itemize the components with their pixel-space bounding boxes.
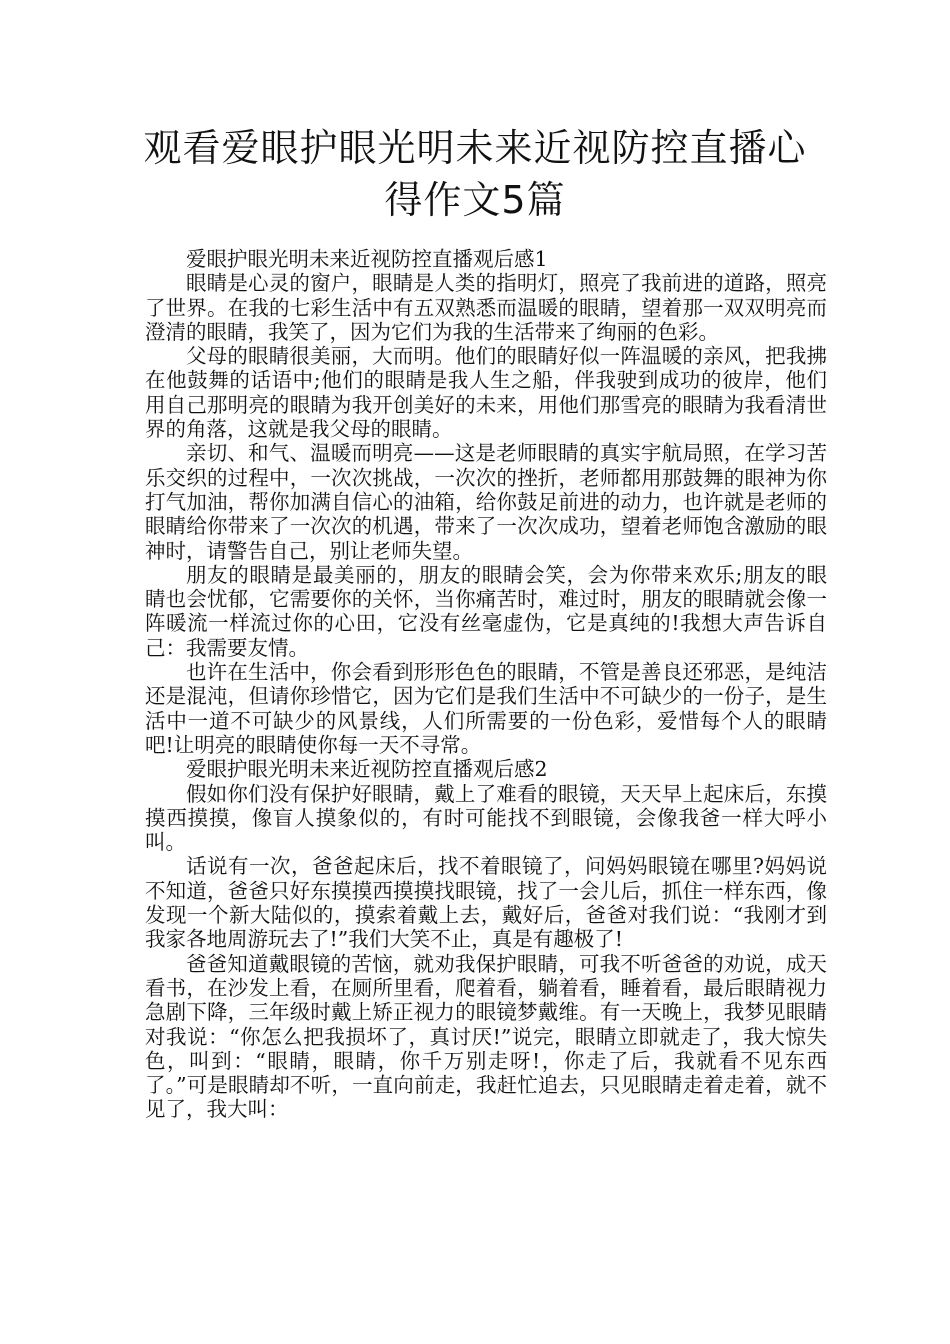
paragraph: 父母的眼睛很美丽，大而明。他们的眼睛好似一阵温暖的亲风，把我拂在他鼓舞的话语中;他们的眼睛是我人生之船，伴我驶到成功的彼岸，他们用自己那明亮的眼睛为我开创美好的未来，用他们那雪亮的眼睛为我看清世界的角落，这就是我父母的眼睛。: [145, 344, 827, 442]
paragraph: 亲切、和气、温暖而明亮——这是老师眼睛的真实宇航局照，在学习苦乐交织的过程中，一次次挑战，一次次的挫折，老师都用那鼓舞的眼神为你打气加油，帮你加满自信心的油箱，给你鼓足前进的动力，也许就是老师的眼睛给你带来了一次次的机遇，带来了一次次成功，望着老师饱含激励的眼神时，请警告自己，别让老师失望。: [145, 441, 827, 563]
paragraph: 爸爸知道戴眼镜的苦恼，就劝我保护眼睛，可我不听爸爸的劝说，成天看书，在沙发上看，在厕所里看，爬着看，躺着看，睡着看，最后眼睛视力急剧下降，三年级时戴上矫正视力的眼镜梦戴维。有一天晚上，我梦见眼睛对我说：“你怎么把我损坏了，真讨厌!”说完，眼睛立即就走了，我大惊失色，叫到：“眼睛，眼睛，你千万别走呀!，你走了后，我就看不见东西了。”可是眼睛却不听，一直向前走，我赶忙追去，只见眼睛走着走着，就不见了，我大叫：: [145, 951, 827, 1122]
paragraph: 话说有一次，爸爸起床后，找不着眼镜了，问妈妈眼镜在哪里?妈妈说不知道，爸爸只好东摸摸西摸摸找眼镜，找了一会儿后，抓住一样东西，像发现一个新大陆似的，摸索着戴上去，戴好后，爸爸对我们说：“我刚才到我家各地周游玩去了!”我们大笑不止，真是有趣极了!: [145, 854, 827, 952]
title-line-2: 得作文5篇: [384, 178, 566, 222]
paragraph: 假如你们没有保护好眼睛，戴上了难看的眼镜，天天早上起床后，东摸摸西摸摸，像盲人摸象似的，有时可能找不到眼镜，会像我爸一样大呼小叫。: [145, 781, 827, 855]
document-body: [145, 247, 827, 1122]
section-heading-1: 爱眼护眼光明未来近视防控直播观后感1: [186, 247, 548, 271]
paragraph: 也许在生活中，你会看到形形色色的眼睛，不管是善良还邪恶，是纯洁还是混沌，但请你珍惜它，因为它们是我们生活中不可缺少的一份子，是生活中一道不可缺少的风景线，人们所需要的一份色彩，爱惜每个人的眼睛吧!让明亮的眼睛使你每一天不寻常。: [145, 660, 827, 757]
document-title: [100, 122, 850, 226]
paragraph: 眼睛是心灵的窗户，眼睛是人类的指明灯，照亮了我前进的道路，照亮了世界。在我的七彩生活中有五双熟悉而温暖的眼睛，望着那一双双明亮而澄清的眼睛，我笑了，因为它们为我的生活带来了绚丽的色彩。: [145, 271, 827, 344]
section-heading-2: 爱眼护眼光明未来近视防控直播观后感2: [186, 757, 548, 782]
paragraph: 朋友的眼睛是最美丽的，朋友的眼睛会笑，会为你带来欢乐;朋友的眼睛也会忧郁，它需要你的关怀，当你痛苦时，难过时，朋友的眼睛就会像一阵暖流一样流过你的心田，它没有丝毫虚伪，它是真纯的!我想大声告诉自己：我需要友情。: [145, 562, 827, 660]
title-line-1: 观看爱眼护眼光明未来近视防控直播心: [143, 126, 807, 170]
